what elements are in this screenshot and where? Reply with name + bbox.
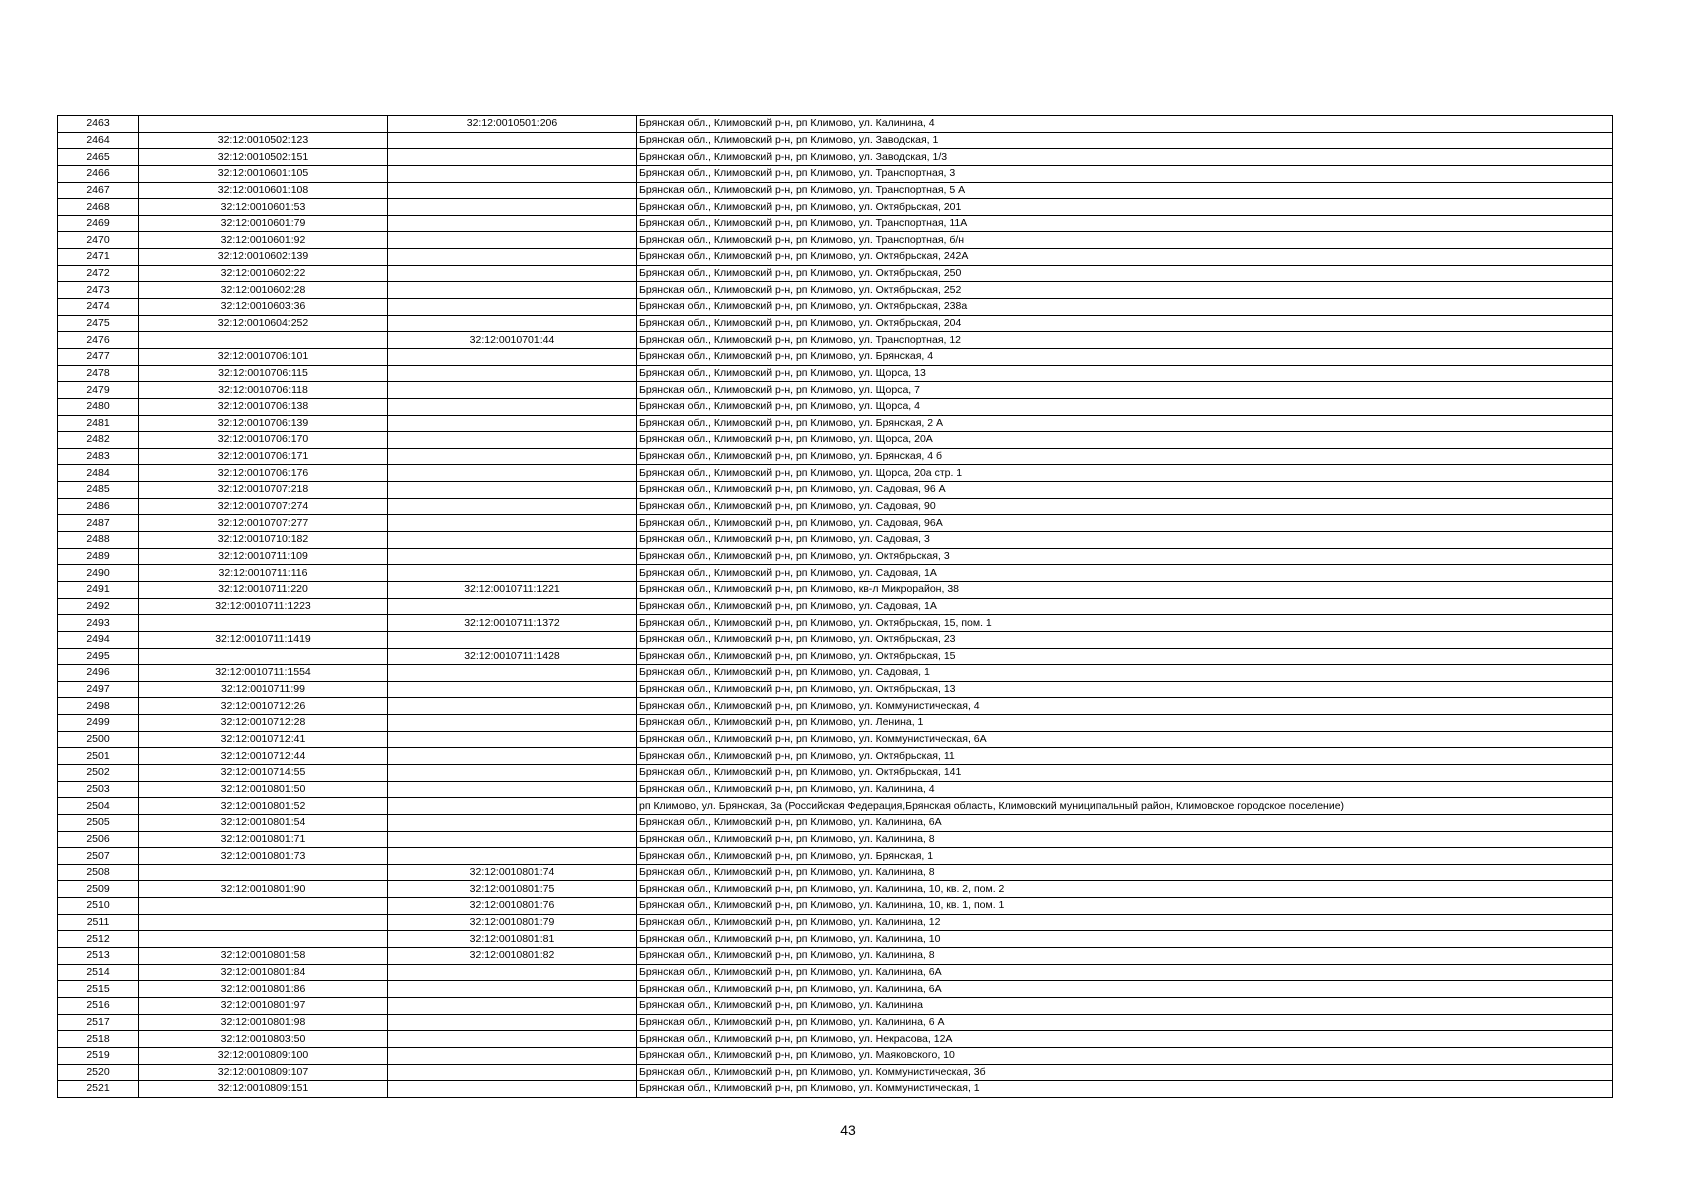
row-number-cell: 2467 [58,182,139,199]
address-cell: Брянская обл., Климовский р-н, рп Климово, ул. Садовая, 1А [637,565,1613,582]
address-cell: Брянская обл., Климовский р-н, рп Климово, ул. Заводская, 1 [637,132,1613,149]
row-number-cell: 2506 [58,831,139,848]
cadastral-number-land-cell: 32:12:0010711:99 [139,681,388,698]
cadastral-number-land-cell: 32:12:0010706:101 [139,348,388,365]
table-row [58,332,1613,349]
cadastral-number-building-cell [388,665,637,682]
address-cell: Брянская обл., Климовский р-н, рп Климово, ул. Транспортная, 11А [637,215,1613,232]
row-number-cell: 2517 [58,1014,139,1031]
cadastral-number-land-cell: 32:12:0010502:123 [139,132,388,149]
cadastral-number-building-cell [388,182,637,199]
address-cell: Брянская обл., Климовский р-н, рп Климово, ул. Калинина, 10 [637,931,1613,948]
address-cell: Брянская обл., Климовский р-н, рп Климово, ул. Садовая, 90 [637,498,1613,515]
table-row [58,715,1613,732]
table-row [58,931,1613,948]
row-number-cell: 2483 [58,448,139,465]
address-cell: Брянская обл., Климовский р-н, рп Климово, ул. Калинина, 12 [637,914,1613,931]
row-number-cell: 2465 [58,149,139,166]
address-cell: Брянская обл., Климовский р-н, рп Климово, ул. Октябрьская, 11 [637,748,1613,765]
table-row [58,398,1613,415]
row-number-cell: 2507 [58,848,139,865]
address-cell: Брянская обл., Климовский р-н, рп Климово, ул. Калинина, 6А [637,964,1613,981]
row-number-cell: 2489 [58,548,139,565]
address-cell: Брянская обл., Климовский р-н, рп Климово, ул. Щорса, 13 [637,365,1613,382]
address-cell: Брянская обл., Климовский р-н, рп Климово, ул. Щорса, 20а стр. 1 [637,465,1613,482]
table-row [58,831,1613,848]
address-cell: Брянская обл., Климовский р-н, рп Климово, ул. Калинина, 8 [637,864,1613,881]
row-number-cell: 2475 [58,315,139,332]
cadastral-number-land-cell [139,914,388,931]
row-number-cell: 2480 [58,398,139,415]
row-number-cell: 2476 [58,332,139,349]
cadastral-number-building-cell: 32:12:0010801:79 [388,914,637,931]
row-number-cell: 2498 [58,698,139,715]
table-row [58,848,1613,865]
address-cell: Брянская обл., Климовский р-н, рп Климово, ул. Октябрьская, 204 [637,315,1613,332]
cadastral-number-land-cell: 32:12:0010711:220 [139,581,388,598]
cadastral-number-land-cell: 32:12:0010711:1554 [139,665,388,682]
table-row [58,914,1613,931]
row-number-cell: 2485 [58,482,139,499]
address-cell: Брянская обл., Климовский р-н, рп Климово, ул. Октябрьская, 201 [637,199,1613,216]
address-cell: Брянская обл., Климовский р-н, рп Климово, ул. Октябрьская, 15, пом. 1 [637,615,1613,632]
table-row [58,948,1613,965]
address-cell: Брянская обл., Климовский р-н, рп Климово, ул. Транспортная, 5 А [637,182,1613,199]
address-cell: Брянская обл., Климовский р-н, рп Климово, ул. Октябрьская, 23 [637,631,1613,648]
row-number-cell: 2505 [58,814,139,831]
table-row [58,165,1613,182]
address-cell: Брянская обл., Климовский р-н, рп Климово, ул. Садовая, 96А [637,515,1613,532]
table-row [58,798,1613,815]
row-number-cell: 2513 [58,948,139,965]
cadastral-number-land-cell [139,332,388,349]
address-cell: Брянская обл., Климовский р-н, рп Климово, ул. Калинина, 4 [637,116,1613,133]
cadastral-number-land-cell: 32:12:0010712:41 [139,731,388,748]
table-row [58,548,1613,565]
cadastral-number-building-cell [388,681,637,698]
table-row [58,282,1613,299]
cadastral-number-building-cell: 32:12:0010801:76 [388,898,637,915]
row-number-cell: 2490 [58,565,139,582]
address-cell: Брянская обл., Климовский р-н, рп Климово, ул. Коммунистическая, 6А [637,731,1613,748]
row-number-cell: 2482 [58,432,139,449]
document-table-wrap [57,115,1612,1098]
cadastral-number-building-cell [388,764,637,781]
cadastral-number-land-cell: 32:12:0010502:151 [139,149,388,166]
table-row [58,565,1613,582]
cadastral-number-land-cell [139,864,388,881]
cadastral-number-building-cell [388,798,637,815]
table-row [58,981,1613,998]
cadastral-number-land-cell: 32:12:0010707:277 [139,515,388,532]
table-row [58,814,1613,831]
address-cell: Брянская обл., Климовский р-н, рп Климово, ул. Транспортная, 12 [637,332,1613,349]
address-cell: Брянская обл., Климовский р-н, рп Климово, ул. Коммунистическая, 1 [637,1081,1613,1098]
cadastral-number-land-cell: 32:12:0010706:171 [139,448,388,465]
cadastral-number-building-cell [388,465,637,482]
cadastral-number-land-cell: 32:12:0010711:116 [139,565,388,582]
address-cell: Брянская обл., Климовский р-н, рп Климово, ул. Калинина, 10, кв. 1, пом. 1 [637,898,1613,915]
cadastral-number-land-cell: 32:12:0010711:1223 [139,598,388,615]
address-cell: Брянская обл., Климовский р-н, рп Климово, ул. Коммунистическая, 4 [637,698,1613,715]
cadastral-number-land-cell: 32:12:0010710:182 [139,532,388,549]
cadastral-number-land-cell: 32:12:0010601:105 [139,165,388,182]
table-row [58,149,1613,166]
property-table [57,115,1613,1098]
table-row [58,615,1613,632]
row-number-cell: 2469 [58,215,139,232]
cadastral-number-building-cell: 32:12:0010711:1428 [388,648,637,665]
address-cell: Брянская обл., Климовский р-н, рп Климово, ул. Октябрьская, 141 [637,764,1613,781]
address-cell: Брянская обл., Климовский р-н, рп Климово, ул. Калинина, 8 [637,831,1613,848]
cadastral-number-land-cell: 32:12:0010604:252 [139,315,388,332]
cadastral-number-building-cell [388,831,637,848]
cadastral-number-building-cell [388,598,637,615]
cadastral-number-building-cell [388,348,637,365]
cadastral-number-land-cell: 32:12:0010601:79 [139,215,388,232]
cadastral-number-building-cell [388,165,637,182]
cadastral-number-building-cell [388,1081,637,1098]
table-row [58,465,1613,482]
cadastral-number-land-cell: 32:12:0010706:176 [139,465,388,482]
cadastral-number-building-cell [388,398,637,415]
table-row [58,498,1613,515]
row-number-cell: 2494 [58,631,139,648]
row-number-cell: 2512 [58,931,139,948]
cadastral-number-building-cell [388,631,637,648]
cadastral-number-land-cell: 32:12:0010809:100 [139,1047,388,1064]
row-number-cell: 2486 [58,498,139,515]
cadastral-number-building-cell [388,731,637,748]
cadastral-number-building-cell: 32:12:0010711:1221 [388,581,637,598]
address-cell: Брянская обл., Климовский р-н, рп Климово, ул. Брянская, 4 [637,348,1613,365]
cadastral-number-building-cell [388,215,637,232]
table-row [58,581,1613,598]
cadastral-number-land-cell: 32:12:0010801:98 [139,1014,388,1031]
table-row [58,532,1613,549]
table-row [58,781,1613,798]
cadastral-number-land-cell: 32:12:0010706:170 [139,432,388,449]
row-number-cell: 2492 [58,598,139,615]
row-number-cell: 2496 [58,665,139,682]
cadastral-number-building-cell [388,565,637,582]
cadastral-number-building-cell [388,265,637,282]
cadastral-number-building-cell [388,498,637,515]
address-cell: Брянская обл., Климовский р-н, рп Климово, ул. Заводская, 1/3 [637,149,1613,166]
address-cell: Брянская обл., Климовский р-н, рп Климово, ул. Садовая, 3 [637,532,1613,549]
address-cell: Брянская обл., Климовский р-н, рп Климово, ул. Октябрьская, 252 [637,282,1613,299]
address-cell: Брянская обл., Климовский р-н, рп Климово, ул. Ленина, 1 [637,715,1613,732]
address-cell: Брянская обл., Климовский р-н, рп Климово, ул. Калинина, 10, кв. 2, пом. 2 [637,881,1613,898]
address-cell: Брянская обл., Климовский р-н, рп Климово, ул. Брянская, 2 А [637,415,1613,432]
cadastral-number-land-cell: 32:12:0010601:53 [139,199,388,216]
address-cell: Брянская обл., Климовский р-н, рп Климово, ул. Транспортная, 3 [637,165,1613,182]
table-row [58,997,1613,1014]
table-row [58,415,1613,432]
cadastral-number-land-cell: 32:12:0010712:26 [139,698,388,715]
cadastral-number-building-cell [388,382,637,399]
row-number-cell: 2520 [58,1064,139,1081]
address-cell: Брянская обл., Климовский р-н, рп Климово, ул. Транспортная, б/н [637,232,1613,249]
table-row [58,249,1613,266]
cadastral-number-land-cell: 32:12:0010809:107 [139,1064,388,1081]
row-number-cell: 2468 [58,199,139,216]
cadastral-number-building-cell [388,698,637,715]
row-number-cell: 2472 [58,265,139,282]
cadastral-number-land-cell: 32:12:0010707:218 [139,482,388,499]
row-number-cell: 2501 [58,748,139,765]
address-cell: Брянская обл., Климовский р-н, рп Климово, ул. Садовая, 1А [637,598,1613,615]
address-cell: Брянская обл., Климовский р-н, рп Климово, ул. Калинина, 6А [637,981,1613,998]
row-number-cell: 2510 [58,898,139,915]
cadastral-number-land-cell: 32:12:0010602:28 [139,282,388,299]
cadastral-number-land-cell: 32:12:0010712:44 [139,748,388,765]
cadastral-number-building-cell [388,299,637,316]
row-number-cell: 2521 [58,1081,139,1098]
cadastral-number-land-cell: 32:12:0010706:139 [139,415,388,432]
cadastral-number-land-cell: 32:12:0010603:36 [139,299,388,316]
table-row [58,365,1613,382]
row-number-cell: 2477 [58,348,139,365]
table-row [58,1014,1613,1031]
row-number-cell: 2497 [58,681,139,698]
table-row [58,432,1613,449]
address-cell: Брянская обл., Климовский р-н, рп Климово, ул. Октябрьская, 250 [637,265,1613,282]
row-number-cell: 2519 [58,1047,139,1064]
cadastral-number-land-cell: 32:12:0010711:1419 [139,631,388,648]
table-row [58,1081,1613,1098]
cadastral-number-building-cell: 32:12:0010501:206 [388,116,637,133]
row-number-cell: 2473 [58,282,139,299]
cadastral-number-building-cell [388,1047,637,1064]
address-cell: Брянская обл., Климовский р-н, рп Климово, ул. Некрасова, 12А [637,1031,1613,1048]
cadastral-number-land-cell: 32:12:0010706:138 [139,398,388,415]
cadastral-number-building-cell [388,814,637,831]
table-row [58,348,1613,365]
cadastral-number-building-cell [388,515,637,532]
cadastral-number-land-cell: 32:12:0010602:139 [139,249,388,266]
address-cell: Брянская обл., Климовский р-н, рп Климово, ул. Брянская, 4 б [637,448,1613,465]
table-row [58,1047,1613,1064]
cadastral-number-land-cell: 32:12:0010801:52 [139,798,388,815]
table-row [58,648,1613,665]
cadastral-number-land-cell: 32:12:0010801:90 [139,881,388,898]
cadastral-number-building-cell [388,432,637,449]
cadastral-number-land-cell: 32:12:0010801:50 [139,781,388,798]
address-cell: Брянская обл., Климовский р-н, рп Климово, ул. Октябрьская, 3 [637,548,1613,565]
cadastral-number-building-cell [388,781,637,798]
page-number: 43 [840,1122,856,1138]
table-row [58,598,1613,615]
cadastral-number-building-cell: 32:12:0010701:44 [388,332,637,349]
cadastral-number-building-cell: 32:12:0010801:75 [388,881,637,898]
row-number-cell: 2466 [58,165,139,182]
table-row [58,116,1613,133]
table-row [58,881,1613,898]
table-row [58,315,1613,332]
cadastral-number-building-cell [388,365,637,382]
cadastral-number-land-cell: 32:12:0010801:97 [139,997,388,1014]
address-cell: Брянская обл., Климовский р-н, рп Климово, ул. Калинина, 6А [637,814,1613,831]
table-row [58,764,1613,781]
table-row [58,299,1613,316]
cadastral-number-land-cell: 32:12:0010706:115 [139,365,388,382]
cadastral-number-land-cell [139,116,388,133]
cadastral-number-land-cell: 32:12:0010601:92 [139,232,388,249]
cadastral-number-building-cell [388,1064,637,1081]
cadastral-number-building-cell [388,997,637,1014]
table-row [58,382,1613,399]
row-number-cell: 2471 [58,249,139,266]
cadastral-number-building-cell [388,482,637,499]
cadastral-number-land-cell: 32:12:0010803:50 [139,1031,388,1048]
table-row [58,1031,1613,1048]
cadastral-number-land-cell: 32:12:0010801:84 [139,964,388,981]
cadastral-number-building-cell: 32:12:0010801:81 [388,931,637,948]
cadastral-number-land-cell: 32:12:0010809:151 [139,1081,388,1098]
cadastral-number-building-cell [388,748,637,765]
address-cell: Брянская обл., Климовский р-н, рп Климово, ул. Садовая, 96 А [637,482,1613,499]
cadastral-number-building-cell [388,448,637,465]
cadastral-number-land-cell: 32:12:0010602:22 [139,265,388,282]
table-body [58,116,1613,1098]
cadastral-number-building-cell [388,1014,637,1031]
row-number-cell: 2504 [58,798,139,815]
cadastral-number-land-cell [139,931,388,948]
address-cell: Брянская обл., Климовский р-н, рп Климово, ул. Коммунистическая, 3б [637,1064,1613,1081]
table-row [58,731,1613,748]
table-row [58,215,1613,232]
table-row [58,448,1613,465]
row-number-cell: 2464 [58,132,139,149]
cadastral-number-building-cell: 32:12:0010801:74 [388,864,637,881]
row-number-cell: 2463 [58,116,139,133]
cadastral-number-building-cell: 32:12:0010801:82 [388,948,637,965]
row-number-cell: 2511 [58,914,139,931]
cadastral-number-land-cell: 32:12:0010707:274 [139,498,388,515]
address-cell: Брянская обл., Климовский р-н, рп Климово, ул. Октябрьская, 13 [637,681,1613,698]
address-cell: Брянская обл., Климовский р-н, рп Климово, ул. Щорса, 7 [637,382,1613,399]
cadastral-number-building-cell [388,548,637,565]
cadastral-number-building-cell [388,415,637,432]
cadastral-number-land-cell: 32:12:0010712:28 [139,715,388,732]
row-number-cell: 2479 [58,382,139,399]
cadastral-number-land-cell: 32:12:0010711:109 [139,548,388,565]
cadastral-number-land-cell: 32:12:0010706:118 [139,382,388,399]
address-cell: Брянская обл., Климовский р-н, рп Климово, ул. Калинина, 6 А [637,1014,1613,1031]
row-number-cell: 2499 [58,715,139,732]
address-cell: Брянская обл., Климовский р-н, рп Климово, ул. Октябрьская, 15 [637,648,1613,665]
cadastral-number-building-cell [388,132,637,149]
address-cell: рп Климово, ул. Брянская, 3а (Российская Федерация,Брянская область, Климовский муниципальный район, Климовское городское поселение) [637,798,1613,815]
cadastral-number-land-cell: 32:12:0010801:58 [139,948,388,965]
cadastral-number-building-cell [388,964,637,981]
cadastral-number-building-cell [388,282,637,299]
cadastral-number-land-cell: 32:12:0010801:73 [139,848,388,865]
row-number-cell: 2481 [58,415,139,432]
table-row [58,748,1613,765]
table-row [58,665,1613,682]
row-number-cell: 2488 [58,532,139,549]
cadastral-number-building-cell [388,532,637,549]
address-cell: Брянская обл., Климовский р-н, рп Климово, ул. Калинина [637,997,1613,1014]
row-number-cell: 2518 [58,1031,139,1048]
table-row [58,265,1613,282]
address-cell: Брянская обл., Климовский р-н, рп Климово, ул. Калинина, 8 [637,948,1613,965]
row-number-cell: 2502 [58,764,139,781]
cadastral-number-building-cell [388,1031,637,1048]
address-cell: Брянская обл., Климовский р-н, рп Климово, ул. Щорса, 4 [637,398,1613,415]
cadastral-number-land-cell: 32:12:0010801:71 [139,831,388,848]
table-row [58,515,1613,532]
row-number-cell: 2495 [58,648,139,665]
address-cell: Брянская обл., Климовский р-н, рп Климово, ул. Садовая, 1 [637,665,1613,682]
cadastral-number-land-cell [139,898,388,915]
cadastral-number-land-cell: 32:12:0010801:86 [139,981,388,998]
row-number-cell: 2515 [58,981,139,998]
table-row [58,864,1613,881]
row-number-cell: 2503 [58,781,139,798]
row-number-cell: 2508 [58,864,139,881]
row-number-cell: 2514 [58,964,139,981]
row-number-cell: 2491 [58,581,139,598]
cadastral-number-land-cell: 32:12:0010801:54 [139,814,388,831]
row-number-cell: 2474 [58,299,139,316]
table-row [58,898,1613,915]
row-number-cell: 2478 [58,365,139,382]
cadastral-number-land-cell [139,648,388,665]
cadastral-number-land-cell [139,615,388,632]
cadastral-number-building-cell: 32:12:0010711:1372 [388,615,637,632]
row-number-cell: 2470 [58,232,139,249]
row-number-cell: 2509 [58,881,139,898]
table-row [58,698,1613,715]
address-cell: Брянская обл., Климовский р-н, рп Климово, ул. Октябрьская, 238а [637,299,1613,316]
table-row [58,1064,1613,1081]
table-row [58,232,1613,249]
row-number-cell: 2516 [58,997,139,1014]
cadastral-number-building-cell [388,315,637,332]
row-number-cell: 2500 [58,731,139,748]
cadastral-number-building-cell [388,715,637,732]
cadastral-number-building-cell [388,149,637,166]
table-row [58,132,1613,149]
address-cell: Брянская обл., Климовский р-н, рп Климово, ул. Октябрьская, 242А [637,249,1613,266]
row-number-cell: 2493 [58,615,139,632]
table-row [58,182,1613,199]
row-number-cell: 2484 [58,465,139,482]
address-cell: Брянская обл., Климовский р-н, рп Климово, ул. Щорса, 20А [637,432,1613,449]
address-cell: Брянская обл., Климовский р-н, рп Климово, кв-л Микрорайон, 38 [637,581,1613,598]
row-number-cell: 2487 [58,515,139,532]
cadastral-number-building-cell [388,199,637,216]
cadastral-number-building-cell [388,249,637,266]
cadastral-number-land-cell: 32:12:0010714:55 [139,764,388,781]
table-row [58,631,1613,648]
table-row [58,482,1613,499]
table-row [58,964,1613,981]
cadastral-number-building-cell [388,848,637,865]
cadastral-number-land-cell: 32:12:0010601:108 [139,182,388,199]
cadastral-number-building-cell [388,232,637,249]
address-cell: Брянская обл., Климовский р-н, рп Климово, ул. Маяковского, 10 [637,1047,1613,1064]
address-cell: Брянская обл., Климовский р-н, рп Климово, ул. Калинина, 4 [637,781,1613,798]
cadastral-number-building-cell [388,981,637,998]
address-cell: Брянская обл., Климовский р-н, рп Климово, ул. Брянская, 1 [637,848,1613,865]
table-row [58,199,1613,216]
table-row [58,681,1613,698]
